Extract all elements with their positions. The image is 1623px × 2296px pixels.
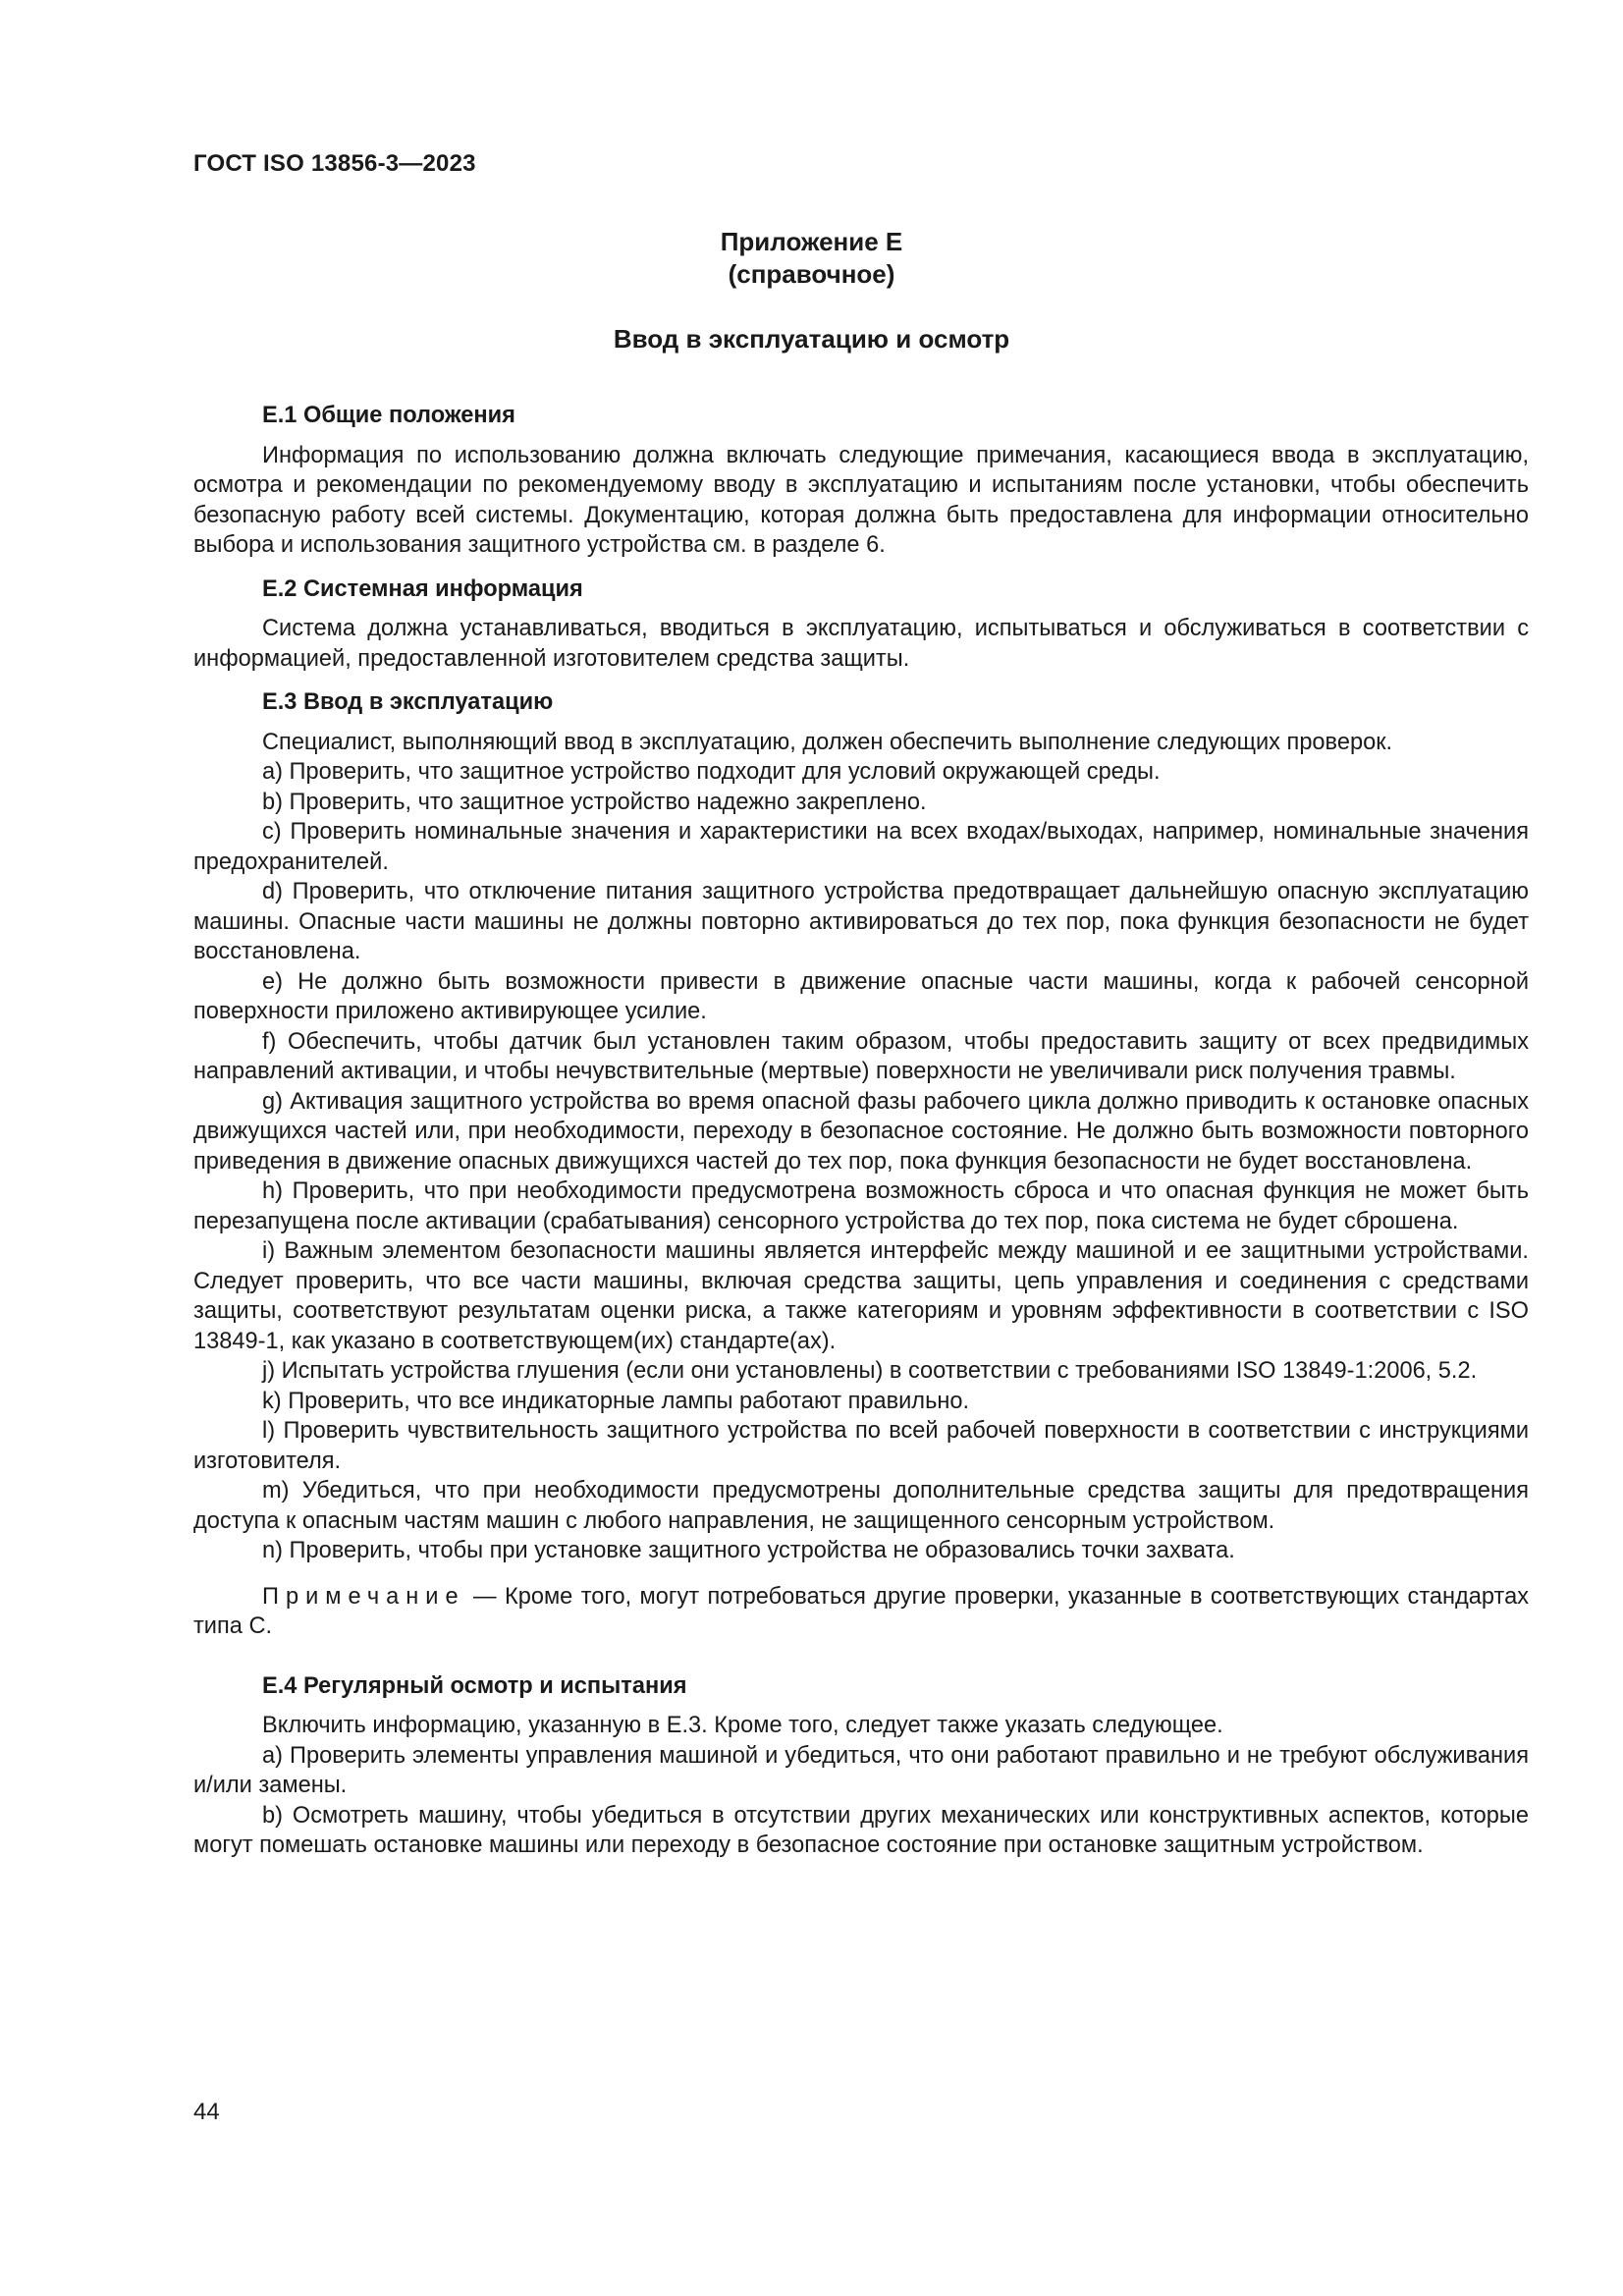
paragraph: Информация по использованию должна включать следующие примечания, касающиеся ввода в эксплуатацию, осмотра и рекомендации по рекомендуемому вводу в эксплуатацию и испытаниям после установки, чтобы обеспечить безопасную работу всей системы. Документацию, которая должна быть предоставлена для информации относительно выбора и использования защитного устройства см. в разделе 6.: [193, 442, 1529, 558]
list-item: k) Проверить, что все индикаторные лампы работают правильно.: [262, 1388, 970, 1414]
list-item: f) Обеспечить, чтобы датчик был установлен таким образом, чтобы предоставить защиту от всех предвидимых направлений активации, и чтобы нечувствительные (мертвые) поверхности не увеличивали риск получения травмы.: [193, 1028, 1529, 1084]
page-number: 44: [193, 2099, 220, 2125]
list-item: d) Проверить, что отключение питания защитного устройства предотвращает дальнейшую опасную эксплуатацию машины. Опасные части машины не должны повторно активироваться до тех пор, пока функция безопасности не будет восстановлена.: [193, 879, 1529, 964]
note: [193, 1582, 1529, 1642]
note-text: — Кроме того, могут потребоваться другие проверки, указанные в соответствующих стандартах типа С.: [193, 1583, 1529, 1639]
paragraph: Система должна устанавливаться, вводиться в эксплуатацию, испытываться и обслуживаться в соответствии с информацией, предоставленной изготовителем средства защиты.: [193, 616, 1529, 672]
list-item: i) Важным элементом безопасности машины является интерфейс между машиной и ее защитными устройствами. Следует проверить, что все части машины, включая средства защиты, цепь управления и соединения с средствами защиты, соответствуют результатам оценки риска, а также категориям и уровням эффективности в соответствии с ISO 13849-1, как указано в соответствующем(их) стандарте(ах).: [193, 1238, 1529, 1354]
list-item: l) Проверить чувствительность защитного устройства по всей рабочей поверхности в соответствии с инструкциями изготовителя.: [193, 1418, 1529, 1474]
list-item: m) Убедиться, что при необходимости предусмотрены дополнительные средства защиты для предотвращения доступа к опасным частям машин с любого направления, не защищенного сенсорным устройством.: [193, 1478, 1529, 1534]
list-item: b) Осмотреть машину, чтобы убедиться в отсутствии других механических или конструктивных аспектов, которые могут помешать остановке машины или переходу в безопасное состояние при остановке защитным устройством.: [193, 1802, 1529, 1858]
list-item: g) Активация защитного устройства во время опасной фазы рабочего цикла должно приводить к остановке опасных движущихся частей или, при необходимости, переходу в безопасное состояние. Не должно быть возможности повторного приведения в движение опасных движущихся частей до тех пор, пока функция безопасности не будет восстановлена.: [193, 1088, 1529, 1175]
list-item: j) Испытать устройства глушения (если они установлены) в соответствии с требованиями ISO 13849-1:2006, 5.2.: [262, 1358, 1478, 1384]
annex-label: Приложение Е: [720, 227, 903, 256]
document-body: [193, 401, 1529, 1861]
list-item: е) Не должно быть возможности привести в движение опасные части машины, когда к рабочей сенсорной поверхности приложено активирующее усилие.: [193, 968, 1529, 1024]
section-title-e4: Е.4 Регулярный осмотр и испытания: [262, 1672, 687, 1699]
list-item: а) Проверить элементы управления машиной и убедиться, что они работают правильно и не требуют обслуживания и/или замены.: [193, 1742, 1529, 1798]
annex-title: Ввод в эксплуатацию и осмотр: [613, 324, 1010, 354]
list-item: h) Проверить, что при необходимости предусмотрена возможность сброса и что опасная функция не может быть перезапущена после активации (срабатывания) сенсорного устройства до тех пор, пока система не будет сброшена.: [193, 1178, 1529, 1234]
note-label: Примечание: [262, 1583, 465, 1610]
section-title-e2: Е.2 Системная информация: [262, 575, 583, 602]
annex-heading: [0, 226, 1623, 291]
list-item: n) Проверить, чтобы при установке защитного устройства не образовались точки захвата.: [262, 1538, 1235, 1563]
list-item: а) Проверить, что защитное устройство подходит для условий окружающей среды.: [262, 759, 1161, 785]
paragraph-intro: Специалист, выполняющий ввод в эксплуатацию, должен обеспечить выполнение следующих проверок.: [262, 729, 1393, 755]
list-item: с) Проверить номинальные значения и характеристики на всех входах/выходах, например, номинальные значения предохранителей.: [193, 819, 1529, 875]
annex-status: (справочное): [728, 259, 895, 289]
section-title-e3: Е.3 Ввод в эксплуатацию: [262, 689, 554, 715]
paragraph-intro: Включить информацию, указанную в Е.3. Кроме того, следует также указать следующее.: [262, 1713, 1223, 1738]
document-header-code: ГОСТ ISO 13856-3—2023: [193, 150, 476, 177]
section-title-e1: Е.1 Общие положения: [262, 403, 515, 428]
list-item: b) Проверить, что защитное устройство надежно закреплено.: [262, 789, 927, 815]
